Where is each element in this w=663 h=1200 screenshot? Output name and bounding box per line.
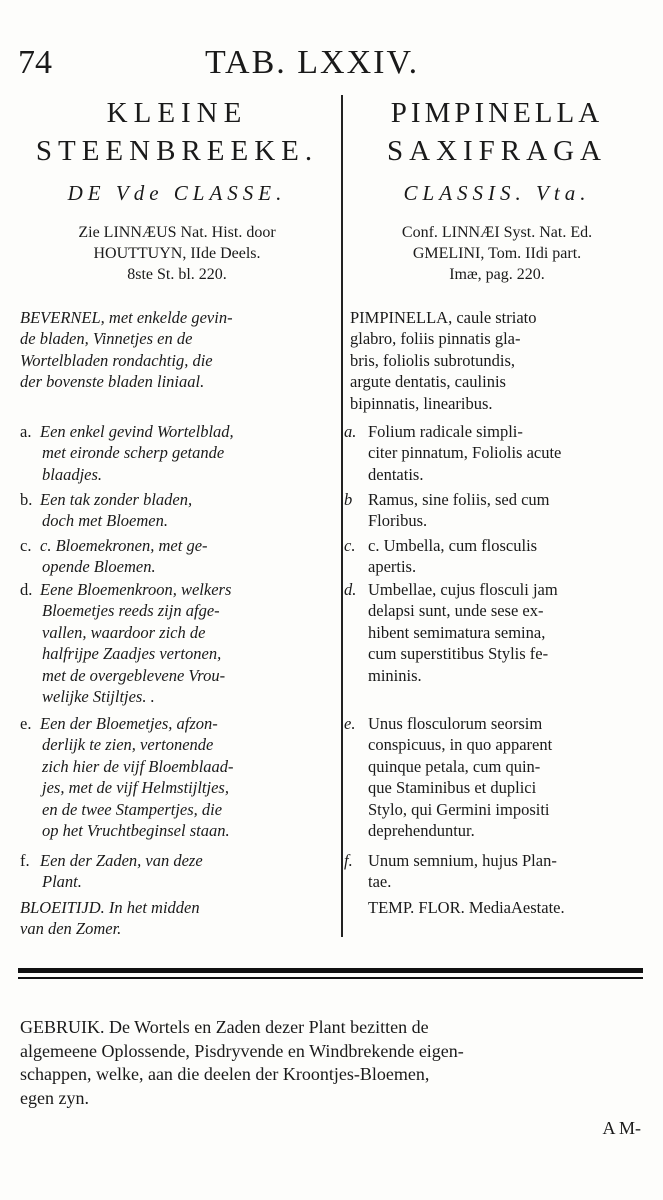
- left-title-line-2: STEENBREEKE.: [35, 135, 319, 167]
- left-item-f: f. Een der Zaden, van deze Plant.: [20, 851, 203, 892]
- right-title-line-1: PIMPINELLA: [390, 97, 604, 129]
- left-item-e: e. Een der Bloemetjes, afzon- derlijk te zien, vertonende zich hier de vijf Bloemblaad- jes, met de vijf Helmstijltjes, en de twee Stampertjes, die op het Vruchtbeginsel staan.: [20, 714, 234, 841]
- double-rule-bottom: [18, 977, 643, 979]
- left-description: BEVERNEL, met enkelde gevin- de bladen, Vinnetjes en de Wortelbladen rondachtig, die der bovenste bladen liniaal.: [20, 308, 233, 392]
- right-item-e: e. Unus flosculorum seorsim conspicuus, in quo apparent quinque petala, cum quin- que Staminibus et duplici Stylo, qui Germini impositi deprehenduntur.: [344, 714, 553, 841]
- left-item-a: a. Een enkel gevind Wortelblad, met eironde scherp getande blaadjes.: [20, 422, 234, 484]
- left-item-b: b. Een tak zonder bladen, doch met Bloemen.: [20, 490, 193, 531]
- right-item-a: a. Folium radicale simpli- citer pinnatum, Foliolis acute dentatis.: [344, 422, 562, 484]
- right-title-line-2: SAXIFRAGA: [387, 135, 607, 167]
- column-divider: [341, 95, 343, 937]
- right-ref-2: GMELINI, Tom. IIdi part.: [412, 245, 582, 262]
- left-title-line-1: KLEINE: [106, 97, 248, 129]
- right-item-b: b Ramus, sine foliis, sed cum Floribus.: [344, 490, 550, 531]
- left-item-d: d. Eene Bloemenkroon, welkers Bloemetjes reeds zijn afge- vallen, waardoor zich de halfrijpe Zaadjes vertonen, met de overgeblevene Vrou- welijke Stijltjes. .: [20, 580, 232, 707]
- right-ref-3: Imæ, pag. 220.: [449, 266, 545, 283]
- right-description: PIMPINELLA, caule striato glabro, foliis pinnatis gla- bris, foliolis subrotundis, argute dentatis, caulinis bipinnatis, linearibus.: [350, 308, 537, 413]
- right-temp-flor: TEMP. FLOR. MediaAestate.: [368, 898, 565, 917]
- page-number: 74: [18, 44, 52, 81]
- right-item-c: c. c. Umbella, cum flosculis apertis.: [344, 536, 538, 577]
- right-ref-1: Conf. LINNÆI Syst. Nat. Ed.: [401, 224, 593, 241]
- plate-heading: TAB. LXXIV.: [205, 44, 420, 81]
- left-item-c: c. c. Bloemekronen, met ge- opende Bloemen.: [20, 536, 208, 577]
- gebruik-paragraph: GEBRUIK. De Wortels en Zaden dezer Plant bezitten de algemeene Oplossende, Pisdryvende en Windbrekende eigen- schappen, welke, aan die deelen der Kroontjes-Bloemen, egen zyn.: [20, 1017, 464, 1108]
- double-rule-top: [18, 968, 643, 973]
- catchword: A M-: [602, 1118, 641, 1138]
- left-ref-2: HOUTTUYN, IIde Deels.: [93, 245, 261, 262]
- left-classe: DE Vde CLASSE.: [67, 181, 287, 205]
- right-classe: CLASSIS. Vta.: [403, 181, 591, 205]
- right-item-f: f. Unum semnium, hujus Plan- tae.: [344, 851, 557, 892]
- left-ref-1: Zie LINNÆUS Nat. Hist. door: [78, 224, 276, 241]
- left-ref-3: 8ste St. bl. 220.: [127, 266, 227, 283]
- left-bloeitijd: BLOEITIJD. In het midden van den Zomer.: [20, 898, 200, 939]
- right-item-d: d. Umbellae, cujus flosculi jam delapsi sunt, unde sese ex- hibent semimatura semina, cum superstitibus Stylis fe- mininis.: [344, 580, 558, 685]
